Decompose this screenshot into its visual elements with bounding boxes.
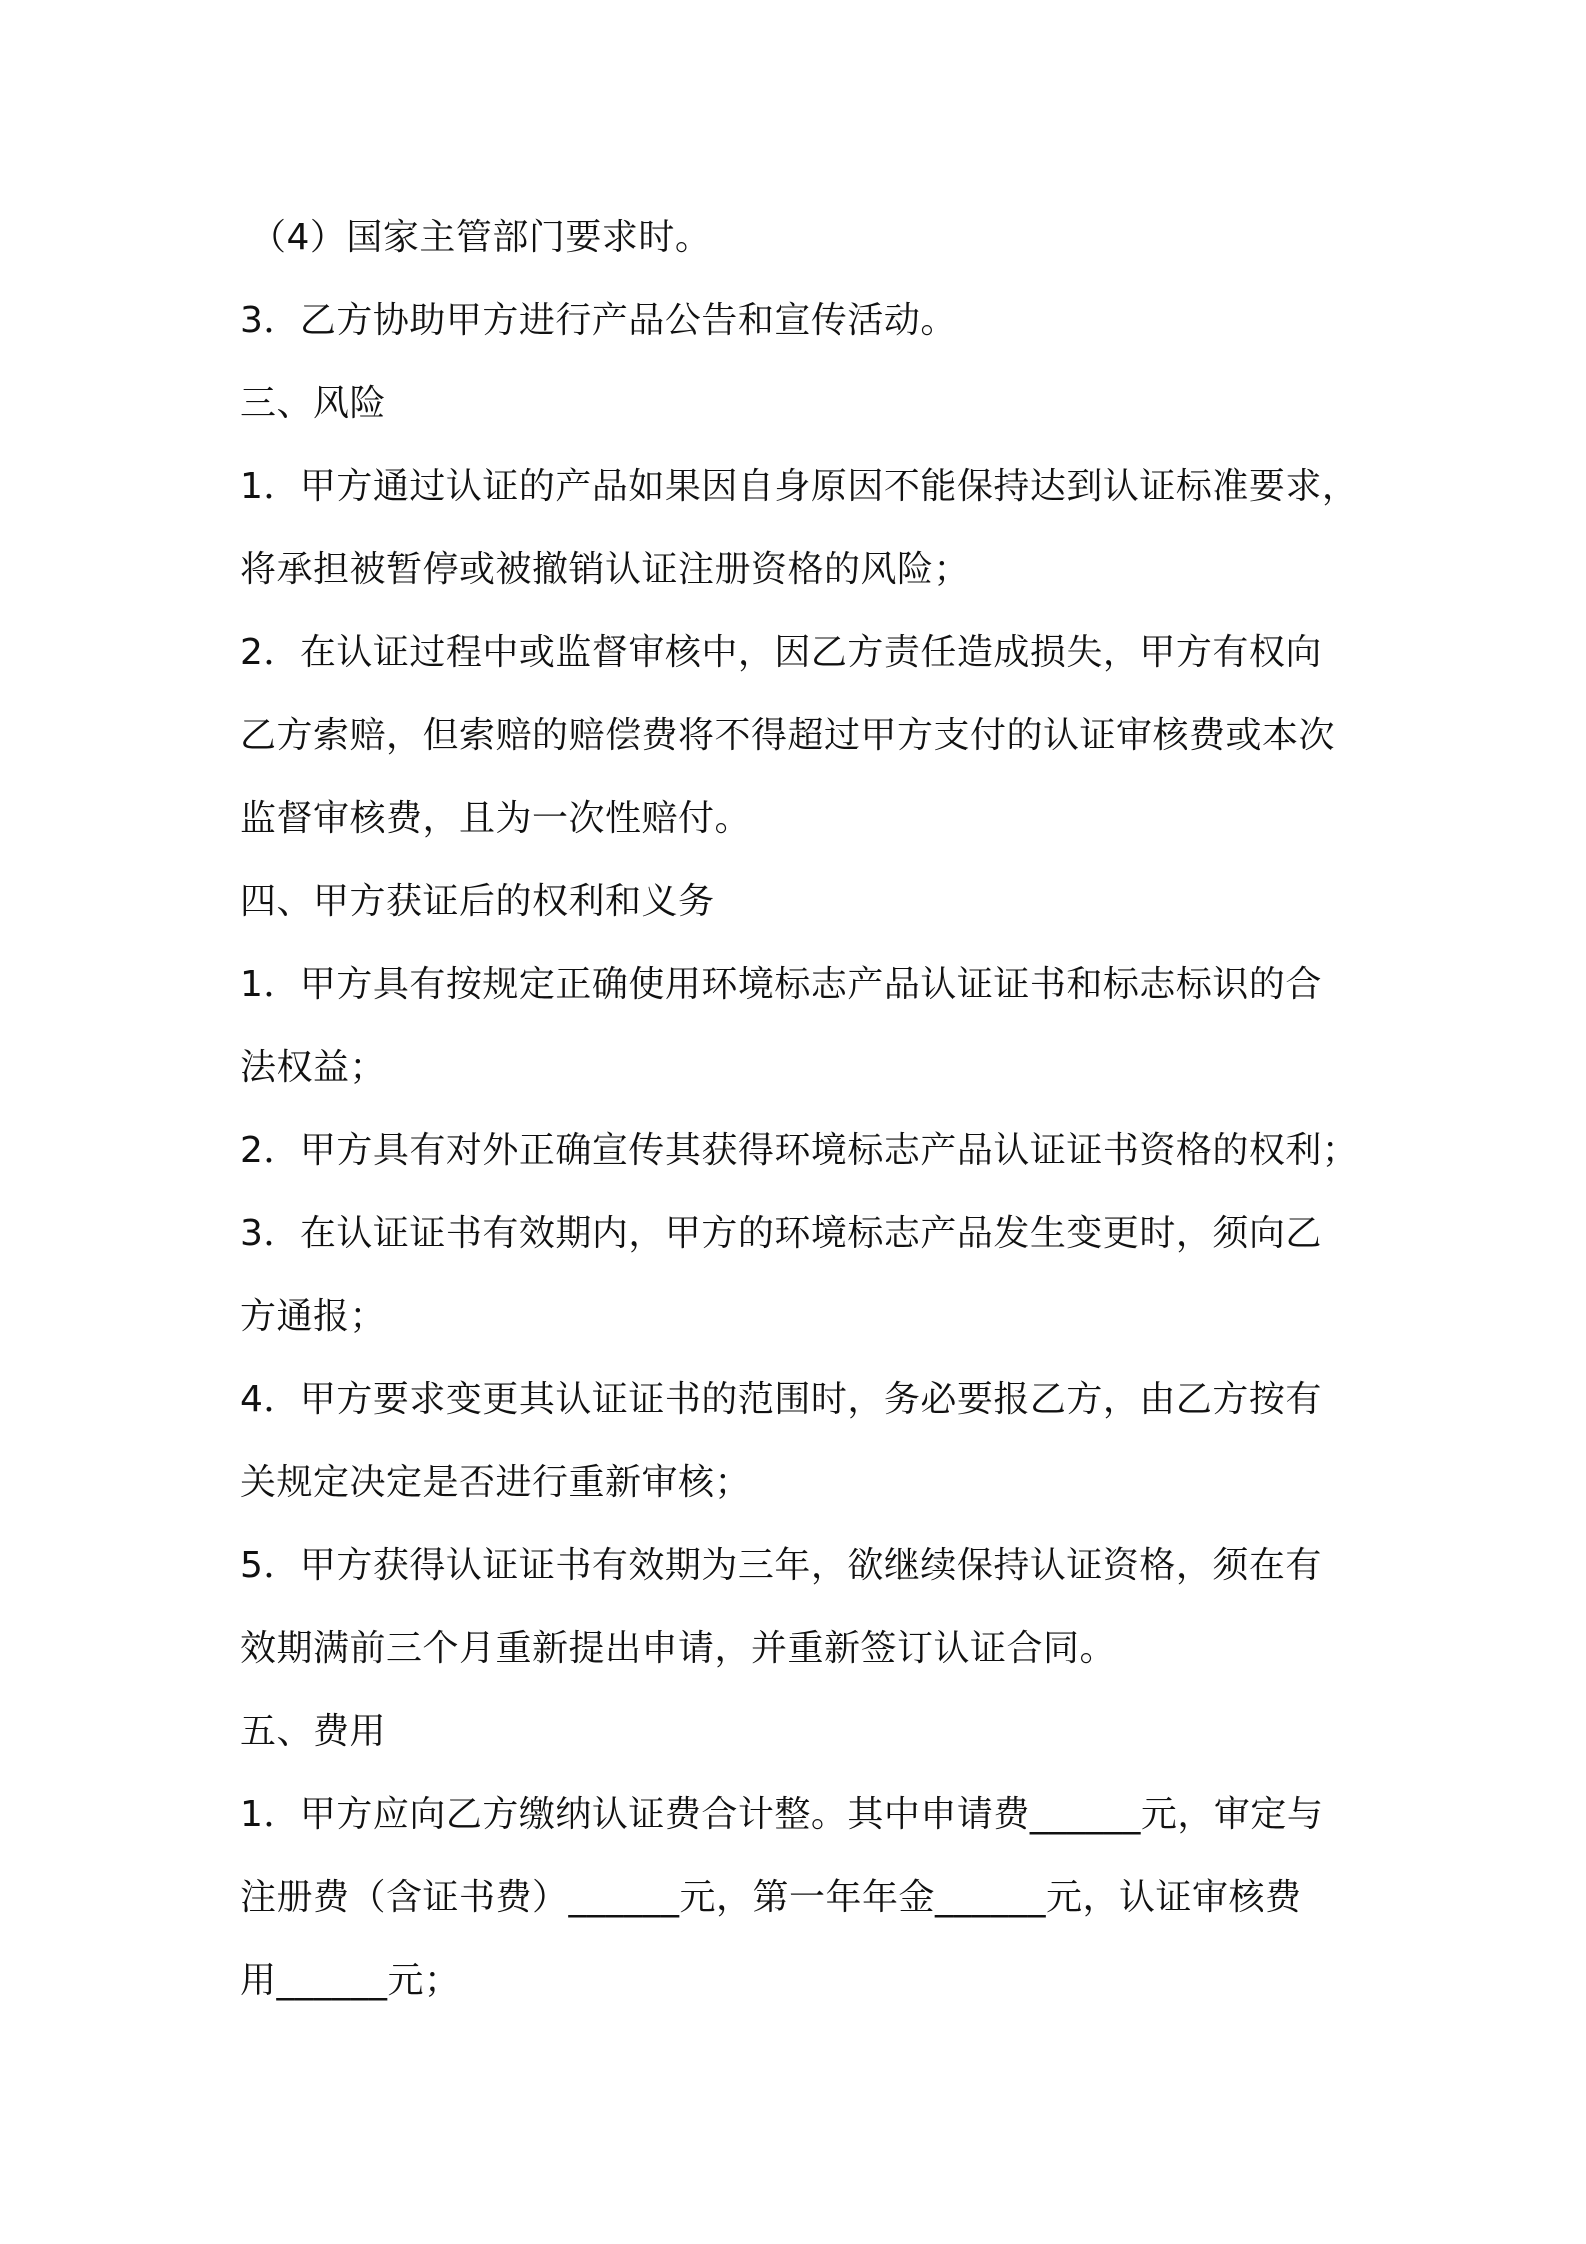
risk-item-2-line-3: 监督审核费，且为一次性赔付。 xyxy=(240,798,752,839)
rights-item-5-line-1: 5．甲方获得认证证书有效期为三年，欲继续保持认证资格，须在有 xyxy=(240,1545,1322,1586)
fees-item-1-line-2: 注册费（含证书费）______元，第一年年金______元，认证审核费 xyxy=(240,1877,1302,1918)
fees-item-1-line-3: 用______元； xyxy=(240,1960,461,2001)
fees-item-1-line-1: 1．甲方应向乙方缴纳认证费合计整。其中申请费______元，审定与 xyxy=(240,1794,1324,1835)
section-heading-rights: 四、甲方获证后的权利和义务 xyxy=(240,881,715,922)
section-heading-fees: 五、费用 xyxy=(240,1711,387,1752)
risk-item-2-line-1: 2．在认证过程中或监督审核中，因乙方责任造成损失，甲方有权向 xyxy=(240,632,1322,673)
risk-item-1-line-2: 将承担被暂停或被撤销认证注册资格的风险； xyxy=(240,549,971,590)
clause-4-national-authority: （4）国家主管部门要求时。 xyxy=(250,217,712,258)
rights-item-4-line-2: 关规定决定是否进行重新审核； xyxy=(240,1462,752,1503)
rights-item-4-line-1: 4．甲方要求变更其认证证书的范围时，务必要报乙方，由乙方按有 xyxy=(240,1379,1322,1420)
section-heading-risk: 三、风险 xyxy=(240,383,387,424)
rights-item-3-line-2: 方通报； xyxy=(240,1296,387,1337)
document-body xyxy=(240,196,1359,2022)
rights-item-1-line-1: 1．甲方具有按规定正确使用环境标志产品认证证书和标志标识的合 xyxy=(240,964,1322,1005)
rights-item-5-line-2: 效期满前三个月重新提出申请，并重新签订认证合同。 xyxy=(240,1628,1117,1669)
rights-item-2: 2．甲方具有对外正确宣传其获得环境标志产品认证证书资格的权利； xyxy=(240,1130,1359,1171)
rights-item-1-line-2: 法权益； xyxy=(240,1047,387,1088)
rights-item-3-line-1: 3．在认证证书有效期内，甲方的环境标志产品发生变更时，须向乙 xyxy=(240,1213,1322,1254)
clause-3-publicity: 3．乙方协助甲方进行产品公告和宣传活动。 xyxy=(240,300,957,341)
risk-item-1-line-1: 1．甲方通过认证的产品如果因自身原因不能保持达到认证标准要求， xyxy=(240,466,1359,507)
risk-item-2-line-2: 乙方索赔，但索赔的赔偿费将不得超过甲方支付的认证审核费或本次 xyxy=(240,715,1336,756)
